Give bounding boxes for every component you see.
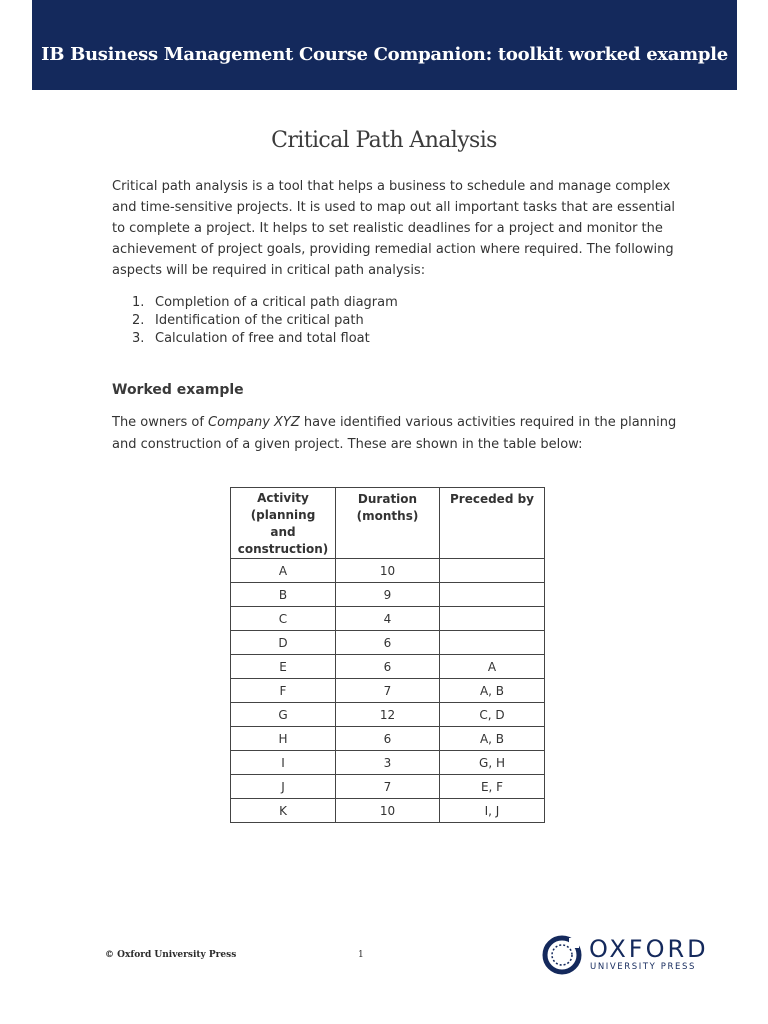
- cell-duration: 4: [336, 607, 440, 631]
- table-row: [231, 679, 545, 703]
- table-row: [231, 727, 545, 751]
- page-number: 1: [358, 950, 364, 960]
- cell-duration: 7: [336, 775, 440, 799]
- list-number: 2.: [132, 313, 145, 328]
- table-row: [231, 631, 545, 655]
- cell-preceded-by: [440, 631, 545, 655]
- cell-preceded-by: E, F: [440, 775, 545, 799]
- cell-activity: F: [231, 679, 336, 703]
- table-body: [231, 559, 545, 823]
- table-row: [231, 799, 545, 823]
- table-row: [231, 751, 545, 775]
- cell-preceded-by: [440, 559, 545, 583]
- cell-activity: C: [231, 607, 336, 631]
- worked-example-text-pre: The owners of: [112, 415, 209, 430]
- cell-activity: B: [231, 583, 336, 607]
- logo-wordmark: OXFORD: [589, 935, 709, 963]
- cell-preceded-by: A, B: [440, 679, 545, 703]
- cell-duration: 7: [336, 679, 440, 703]
- cell-duration: 10: [336, 799, 440, 823]
- list-item: [112, 330, 672, 348]
- cell-activity: J: [231, 775, 336, 799]
- cell-activity: K: [231, 799, 336, 823]
- cell-duration: 9: [336, 583, 440, 607]
- cell-preceded-by: I, J: [440, 799, 545, 823]
- cell-preceded-by: A, B: [440, 727, 545, 751]
- cell-activity: I: [231, 751, 336, 775]
- table-row: [231, 703, 545, 727]
- cell-preceded-by: C, D: [440, 703, 545, 727]
- cell-preceded-by: A: [440, 655, 545, 679]
- table-row: [231, 775, 545, 799]
- oxford-emblem-icon: [542, 935, 582, 975]
- list-item-text: Identification of the critical path: [155, 313, 364, 328]
- worked-example-text-post: have identified various activities required in the planning and construction of a given project. These are shown in the table below:: [112, 415, 677, 452]
- list-item: [112, 312, 672, 330]
- table-row: [231, 559, 545, 583]
- table-row: [231, 583, 545, 607]
- footer-copyright: © Oxford University Press: [105, 950, 237, 960]
- column-header-preceded-by: Preceded by: [440, 488, 545, 559]
- cell-preceded-by: G, H: [440, 751, 545, 775]
- list-item: [112, 294, 672, 312]
- list-item-text: Completion of a critical path diagram: [155, 295, 398, 310]
- column-header-duration: Duration (months): [336, 488, 440, 559]
- cell-duration: 6: [336, 727, 440, 751]
- cell-duration: 10: [336, 559, 440, 583]
- intro-paragraph: Critical path analysis is a tool that helps a business to schedule and manage complex and time-sensitive projects. It is used to map out all important tasks that are essential to complete a project. It helps to set realistic deadlines for a project and monitor the achievement of project goals, providing remedial action where required. The following aspects will be required in critical path analysis:: [112, 179, 676, 278]
- list-number: 3.: [132, 331, 145, 346]
- worked-example-heading: Worked example: [112, 382, 244, 398]
- aspects-list: [112, 294, 672, 348]
- worked-example-paragraph: [112, 412, 692, 456]
- table-row: [231, 607, 545, 631]
- header-title: IB Business Management Course Companion: toolkit worked example: [41, 44, 728, 65]
- cell-activity: H: [231, 727, 336, 751]
- cell-duration: 12: [336, 703, 440, 727]
- cell-activity: A: [231, 559, 336, 583]
- page-title: Critical Path Analysis: [271, 128, 497, 153]
- activities-table: [230, 487, 545, 823]
- table-row: [231, 655, 545, 679]
- cell-preceded-by: [440, 583, 545, 607]
- list-number: 1.: [132, 295, 145, 310]
- cell-duration: 6: [336, 655, 440, 679]
- cell-preceded-by: [440, 607, 545, 631]
- logo-subtitle: UNIVERSITY PRESS: [590, 962, 696, 972]
- cell-duration: 3: [336, 751, 440, 775]
- list-item-text: Calculation of free and total float: [155, 331, 370, 346]
- cell-duration: 6: [336, 631, 440, 655]
- column-header-activity: Activity (planning and construction): [231, 488, 336, 559]
- oxford-logo: [542, 933, 707, 981]
- table-header-row: [231, 488, 545, 559]
- cell-activity: G: [231, 703, 336, 727]
- company-name: Company XYZ: [208, 415, 300, 430]
- cell-activity: D: [231, 631, 336, 655]
- cell-activity: E: [231, 655, 336, 679]
